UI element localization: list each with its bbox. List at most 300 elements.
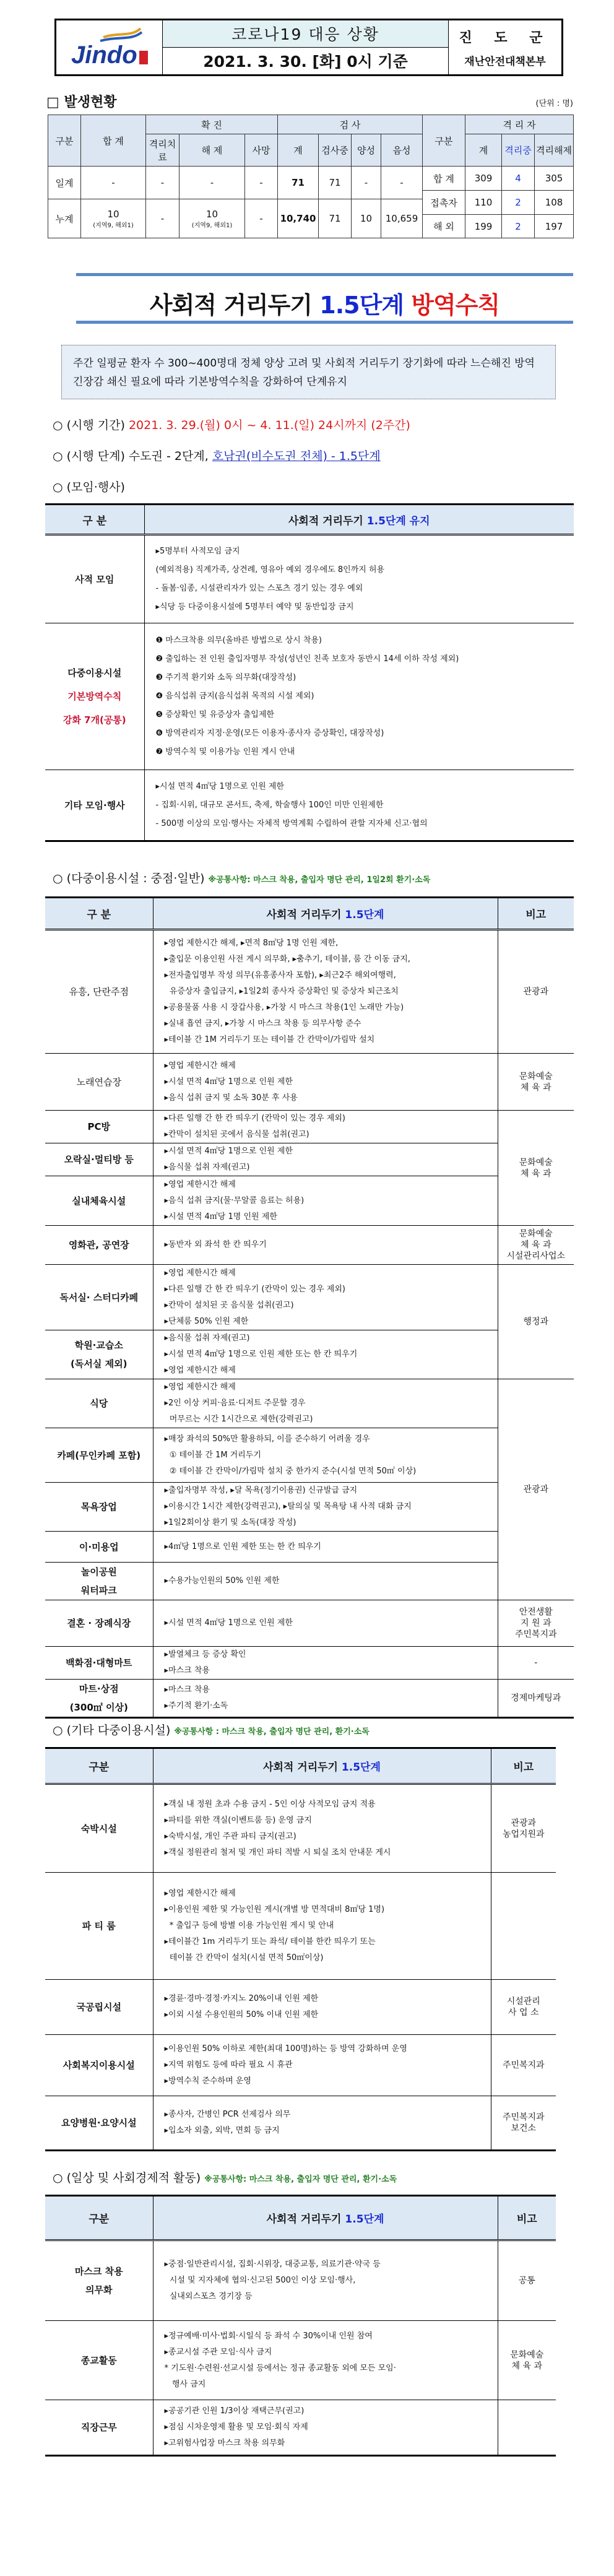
row-label [45,2400,153,2456]
rule-line: ▸입소자 외출, 외박, 면회 등 금지 [164,2126,280,2135]
cell: - [245,167,278,199]
note-cell [498,1111,574,1226]
rules-cell [153,1563,498,1600]
col-test-total: 계 [278,134,319,167]
banner-rules: 방역수칙 [411,292,500,319]
rules-title: 사회적 거리두기 [263,1761,342,1774]
note-line: 관광과 [523,1485,549,1494]
row-label [45,1143,153,1176]
value: 10 [205,208,218,220]
col-category: 구분 [48,115,81,167]
rule-line: ▸지역 위험도 등에 따라 필요 시 휴관 [164,2060,293,2070]
table-row [45,2400,556,2456]
label-line: 학원·교습소 [74,1340,123,1351]
rule-line: ▸테이블간 1m 거리두기 또는 좌석/ 테이블 한칸 띄우기 또는 [164,1937,376,1946]
rule-line: ❻ 방역관리자 지정·운영(모든 이용자·종사자 증상확인, 대장작성) [155,729,384,738]
note-line: 문화예술 [519,1071,553,1082]
period-line [53,416,410,433]
rule-line: 머무르는 시간 1시간으로 제한(강력권고) [164,1415,313,1424]
banner-bar [76,273,573,276]
table-row [45,1111,574,1143]
t3-table [45,1747,556,2151]
banner-text: 사회적 거리두기 [149,292,320,319]
cell: 4 [502,167,535,191]
rules-cell [153,1111,498,1143]
table-row [45,770,574,841]
note: (지역9, 해외1) [191,222,233,229]
header-row [45,2196,556,2240]
note-line: 주민복지과 [502,2060,545,2070]
note-cell [498,1379,574,1600]
rule-line: ▸시설 면적 4㎡당 1명으로 인원 제한 [164,1077,293,1086]
rule-line: ❺ 증상확인 및 유증상자 출입제한 [155,710,274,719]
status-section-title: □ 발생현황 [46,95,117,110]
label-line: 사회복지이용시설 [63,2060,135,2071]
row-label [45,1176,153,1226]
cell: - [146,199,179,238]
rules-cell [153,1379,498,1428]
label-line: (300㎡ 이상) [69,1702,128,1713]
table-row [45,535,574,623]
label-line: 직장근무 [80,2422,117,2433]
rule-line: ▸시설 면적 4㎡당 1명으로 인원 제한 [155,781,284,791]
cell: - [146,167,179,199]
note-line: 체 육 과 [521,1082,551,1093]
note-cell [498,1680,574,1718]
rule-line: 테이블 간 칸막이 설치(시설 면적 50㎡이상) [164,1953,324,1962]
table-row [45,2096,556,2151]
col-category: 구 분 [45,898,153,930]
rule-line: ▸방역수칙 준수하며 운영 [164,2076,251,2086]
rule-line: ▸칸막이 설치된 곳에서 음식물 섭취(권고) [164,1130,309,1139]
cell: 10,659 [381,199,423,238]
table-row [45,1532,574,1563]
rule-line: ▸파티를 위한 객실(이벤트룸 등) 운영 금지 [164,1815,312,1825]
table-row [45,1265,574,1330]
label-line: 사적 모임 [75,573,115,585]
col-q-released: 격리해제 [535,134,574,167]
row-label [45,1226,153,1265]
col-testing: 검사중 [319,134,352,167]
rules-title: 사회적 거리두기 [266,2213,345,2226]
rule-line: ▸수용가능인원의 50% 인원 제한 [164,1576,280,1585]
rules-stage: 1.5단계 [345,909,384,921]
rule-line: ▸공용물품 사용 시 장갑사용, ▸가창 시 마스크 착용(1인 노래만 가능) [164,1003,404,1012]
rules-cell [153,1265,498,1330]
row-label [45,1428,153,1483]
col-rules [153,2196,498,2240]
label-line: 오락실·멀티방 등 [64,1154,134,1165]
rule-line: ▸실내 흡연 금지, ▸가창 시 마스크 착용 등 의무사항 준수 [164,1019,361,1028]
label-line: 카페(무인카페 포함) [57,1449,141,1461]
col-rules [144,505,574,535]
rules-cell [144,535,574,623]
t4-heading [53,2169,397,2185]
row-label [45,1563,153,1600]
label-line: 기본방역수칙 [67,691,122,702]
table-row [45,1873,556,1980]
note-line: 체 육 과 [511,2361,542,2371]
row-label [45,1532,153,1563]
note-line: 문화예술 [519,1157,553,1168]
col-category: 구분 [45,2196,153,2240]
rule-line: - 집회·시위, 대규모 콘서트, 축제, 학술행사 100인 미만 인원제한 [155,800,384,810]
row-label [45,2321,153,2400]
rule-line: ▸음식물 섭취 자제(권고) [164,1334,250,1343]
section-heading: ○ (기타 다중이용시설) [53,1724,175,1737]
note-cell [491,2096,556,2151]
rule-line: (예외적용) 직계가족, 상견례, 영유아 예외 경우에도 8인까지 허용 [155,565,385,575]
label-line: 마트·상점 [79,1683,119,1694]
rule-line: ▸종교시설 주관 모임·식사 금지 [164,2347,272,2357]
table-row [45,1600,574,1647]
col-confirmed: 확 진 [146,115,278,134]
table-row [45,1330,574,1379]
row-label [45,1873,153,1980]
note-line: - [534,1658,538,1668]
table-row [45,1226,574,1265]
col-quarantine: 격 리 자 [465,115,574,134]
row-label [45,770,144,841]
label-line: (독서실 제외) [71,1358,128,1369]
cell: - [245,199,278,238]
rule-line: ▸2인 이상 커피·음료·디저트 주문할 경우 [164,1399,306,1408]
stage-line [53,447,381,464]
note-cell [498,1054,574,1111]
cell: - [381,167,423,199]
rules-cell [153,1873,491,1980]
table-row [45,1483,574,1532]
cell: 71 [278,167,319,199]
rules-title: 사회적 거리두기 [288,514,367,527]
col-category2: 구분 [423,115,465,167]
rule-line: ▸주기적 환기·소독 [164,1701,228,1711]
note-line: 경제마케팅과 [511,1693,561,1703]
label-line: PC방 [87,1121,110,1132]
cell: 2 [502,215,535,238]
label-line: 노래연습장 [76,1076,121,1088]
table-row [45,1054,574,1111]
rule-line: ▸정규예배·미사·법회·시일식 등 좌석 수 30%이내 인원 참여 [164,2331,373,2341]
label-line: 결혼 · 장례식장 [67,1618,131,1629]
rule-line: 행사 금지 [164,2379,206,2389]
value: 10 [107,208,119,220]
note-line: 관광과 [523,987,549,997]
rules-stage: 1.5단계 [341,1761,381,1774]
rule-line: ❸ 주기적 환기와 소독 의무화(대장작성) [155,673,296,682]
cell: 309 [465,167,502,191]
jindo-logo [56,20,163,74]
table-row [48,167,574,191]
row-label [45,1054,153,1111]
note-line: 체 육 과 [521,1240,551,1250]
col-q-total: 계 [465,134,502,167]
label-line: 숙박시설 [80,1823,117,1834]
row-label [45,1680,153,1718]
rule-line: ▸칸막이 설치된 곳 음식물 섭취(권고) [164,1300,294,1310]
rule-line: ▸이용인원 50% 이하로 제한(최대 100명)하는 등 방역 강화하며 운영 [164,2044,407,2053]
dept-name: 재난안전대책본부 [464,55,546,68]
label-line: 이·미용업 [79,1541,119,1553]
note-line: 시설관리사업소 [506,1251,566,1261]
stage-link[interactable]: 호남권(비수도권 전체) - 1.5단계 [212,449,381,463]
rules-stage: 1.5단계 [345,2213,384,2226]
label-line: 목욕장업 [80,1501,117,1512]
rule-line: ▸음식 섭취 금지 및 소독 30분 후 사용 [164,1093,298,1103]
rule-line: ② 테이블 간 칸막이/가림막 설치 중 한가지 준수(시설 면적 50㎡ 이상) [164,1466,417,1476]
note-line: 사 업 소 [508,2008,539,2018]
banner-title [76,286,573,320]
period-value: 2021. 3. 29.(월) 0시 ~ 4. 11.(일) 24시까지 (2주간) [128,418,410,432]
table-row [45,2035,556,2096]
note-line: 공통 [518,2276,535,2286]
report-date: 2021. 3. 30. [화] 0시 기준 [203,53,408,71]
banner-bar [76,321,573,324]
table-row [45,1784,556,1873]
note: (지역9, 해외1) [93,222,134,229]
rules-cell [153,1600,498,1647]
note-cell [491,1784,556,1873]
label-line: 식당 [90,1398,108,1409]
rule-line: 실내외스포츠 경기장 등 [164,2292,253,2301]
table-row [45,2321,556,2400]
rules-cell [153,2400,498,2456]
row-label: 누계 [48,199,81,238]
note-cell [498,2400,556,2456]
table-row [45,1143,574,1176]
row-label: 합 계 [423,167,465,191]
cell [81,199,146,238]
rules-cell [153,1483,498,1532]
cell: 305 [535,167,574,191]
note-cell [491,1980,556,2035]
note-line: 시설관리 [506,1997,540,2006]
table-row [45,1563,574,1600]
note-line: 관광과 [511,1818,537,1828]
col-released: 해 제 [179,134,245,167]
label-line: 백화점·대형마트 [66,1657,132,1668]
common-notice: ※공통사항 : 마스크 착용, 출입자 명단 관리, 환기·소독 [174,1727,370,1737]
unit-label: (단위 : 명) [535,99,573,108]
col-category: 구분 [45,1748,153,1784]
col-total: 합 계 [81,115,146,167]
rule-line: - 500명 이상의 모임·행사는 자체적 방역계획 수립하여 관할 지자체 신고·협의 [155,818,428,828]
rules-cell [153,1226,498,1265]
note-cell [498,1265,574,1379]
rule-line: ▸영업 제한시간 해제, ▸면적 8㎡당 1명 인원 제한, [164,939,339,948]
note-cell [498,1600,574,1647]
cell: - [179,167,245,199]
label-line: 놀이공원 [80,1566,117,1577]
rule-line: ▸영업 제한시간 해제 [164,1366,236,1375]
col-positive: 양성 [352,134,381,167]
note-line: 문화예술 [519,1229,553,1239]
rules-cell [153,2321,498,2400]
rule-line: ▸영업 제한시간 해제 [164,1268,236,1278]
row-label [45,1483,153,1532]
label-line: 다중이용시설 [67,667,122,679]
table-row [45,1176,574,1226]
rule-line: ❷ 출입하는 전 인원 출입자명부 작성(성년인 친족 보호자 동반시 14세 이하 작성 제외) [155,654,459,664]
rule-line: * 출입구 등에 방별 이용 가능인원 게시 및 안내 [164,1921,334,1930]
label-line: 마스크 착용 [74,2266,123,2277]
table-row [45,1428,574,1483]
banner-stage: 1.5단계 [319,292,412,319]
row-label [45,1784,153,1873]
rule-line: ▸음식 섭취 금지(물·무알콜 음료는 허용) [164,1195,305,1205]
row-label: 접촉자 [423,191,465,215]
table-row [45,1980,556,2035]
cell: 197 [535,215,574,238]
label-line: 파 티 룸 [82,1920,116,1932]
col-category: 구 분 [45,505,144,535]
rule-line: ▸공공기관 인원 1/3이상 재택근무(권고) [164,2406,305,2416]
report-header [54,19,563,76]
header-row [45,505,574,535]
row-label [45,2240,153,2321]
label-line: 강화 7개(공통) [63,714,126,726]
rule-line: ▸다른 일행 간 한 칸 띄우기 (칸막이 있는 경우 제외) [164,1284,345,1294]
rule-line: ▸점심 시차운영제 활용 및 모임·회식 자제 [164,2422,308,2432]
rule-line: ▸매장 좌석의 50%만 활용하되, 이를 준수하기 어려울 경우 [164,1434,370,1444]
t3-heading [53,1721,370,1738]
report-title: 코로나19 대응 상황 [163,20,448,48]
note-line: 문화예술 [510,2349,544,2360]
rules-cell [153,1647,498,1680]
label-line: 유흥, 단란주점 [69,986,129,997]
org-name: 진 도 군 [459,30,551,46]
note-cell [491,1873,556,1980]
row-label [45,1647,153,1680]
rule-line: ▸마스크 착용 [164,1685,210,1694]
col-negative: 음성 [381,134,423,167]
cell: 110 [465,191,502,215]
row-label [45,2035,153,2096]
rule-line: ▸식당 등 다중이용시설에 5명부터 예약 및 동반입장 금지 [155,602,354,612]
cell [179,199,245,238]
rule-line: ❹ 음식섭취 금지(음식섭취 목적의 시설 제외) [155,692,314,701]
rule-line: ▸동반자 외 좌석 한 칸 띄우기 [164,1240,267,1249]
label-line: 요양병원·요양시설 [61,2117,137,2128]
table-row [45,1379,574,1428]
note-line: 주민복지과 [514,1629,557,1639]
label-line: 국공립시설 [76,2001,121,2013]
row-label [45,1379,153,1428]
rule-line: ① 테이블 간 1M 거리두기 [164,1450,261,1460]
cell: 2 [502,191,535,215]
label-line: 영화관, 공연장 [68,1239,129,1251]
col-rules [153,898,498,930]
rules-cell [153,1428,498,1483]
col-note: 비고 [491,1748,556,1784]
section-heading: ○ (일상 및 사회경제적 활동) [53,2171,205,2185]
col-note: 비고 [498,2196,556,2240]
rules-cell [153,1054,498,1111]
rule-line: ▸시설 면적 4㎡당 1명으로 인원 제한 또는 한 칸 띄우기 [164,1350,358,1359]
note-line: 지 원 과 [521,1618,551,1628]
rule-line: - 돌봄·임종, 시설관리자가 있는 스포츠 경기 있는 경우 예외 [155,583,363,593]
rule-line: ▸객실 정원관리 철저 및 개인 파티 적발 시 퇴실 조치 안내문 게시 [164,1847,391,1857]
col-note: 비고 [498,898,574,930]
cell: 10,740 [278,199,319,238]
section-heading: ○ (다중이용시설 : 중점·일반) [53,872,209,885]
col-isolation: 격리치료 [146,134,179,167]
label-line: 종교활동 [80,2354,117,2366]
note-line: 체 육 과 [521,1168,551,1179]
rule-line: ▸이외 시설 수용인원의 50% 이내 인원 제한 [164,2010,319,2019]
rules-cell [153,1143,498,1176]
t2-heading [53,869,430,886]
cell: - [81,167,146,199]
cell: 71 [319,199,352,238]
col-rules [153,1748,491,1784]
stage-label: ○ (시행 단계) 수도권 - 2단계, [53,449,212,463]
row-label [45,930,153,1054]
rule-line: ▸마스크 착용 [164,1666,210,1675]
table-row [45,623,574,770]
rules-cell [153,1784,491,1873]
rules-cell [153,930,498,1054]
table-row [45,930,574,1054]
note-cell [498,2321,556,2400]
common-notice: ※공통사항: 마스크 착용, 출입자 명단 관리, 1일2회 환기·소독 [208,875,431,885]
row-label [45,1330,153,1379]
rule-line: ▸중점·일반관리시설, 집회·시위장, 대중교통, 의료기관·약국 등 [164,2260,381,2269]
table-row [45,2240,556,2321]
rule-line: ▸시설 면적 4㎡당 1명으로 인원 제한 [164,1618,293,1628]
rule-line: * 기도원·수련원·선교시설 등에서는 정규 종교활동 외에 모든 모임· [164,2363,396,2373]
note-cell [498,1647,574,1680]
note-cell [498,2240,556,2321]
cell: 71 [319,167,352,199]
col-death: 사망 [245,134,278,167]
rules-cell [144,623,574,770]
table-row [45,1647,574,1680]
rule-line: ▸영업 제한시간 해제 [164,1179,236,1189]
period-label: ○ (시행 기간) [53,418,129,432]
rule-line: ▸시설 면적 4㎡당 1명으로 인원 제한 [164,1147,293,1156]
row-label [45,1600,153,1647]
rule-line: 시설 및 지자체에 협의·신고된 500인 이상 모임·행사, [164,2276,356,2285]
rule-line: ▸숙박시설, 개인 주관 파티 금지(권고) [164,1831,296,1841]
header-row [45,898,574,930]
rule-line: ❶ 마스크착용 의무(올바른 방법으로 상시 착용) [155,636,322,645]
rule-line: ▸4㎡당 1명으로 인원 제한 또는 한 칸 띄우기 [164,1542,321,1551]
rules-cell [153,2096,491,2151]
t1-table [45,503,574,842]
rule-line: ▸다른 일행 간 한 칸 띄우기 (칸막이 있는 경우 제외) [164,1114,345,1123]
rule-line: ▸영업 제한시간 해제 [164,1382,236,1392]
cell: 199 [465,215,502,238]
note-cell [498,1226,574,1265]
gathering-line: ○ (모임·행사) [53,480,125,494]
rule-line: ▸영업 제한시간 해제 [164,1060,236,1070]
rule-line: ▸발열체크 등 증상 확인 [164,1650,246,1659]
rules-stage: 1.5단계 유지 [366,514,430,527]
rules-cell [153,2035,491,2096]
t2-table [45,896,574,1719]
header-row [45,1748,556,1784]
rules-cell [153,1680,498,1718]
rules-cell [153,1980,491,2035]
intro-box: 주간 일평균 환자 수 300~400명대 정체 양상 고려 및 사회적 거리두기 장기화에 따라 느슨해진 방역 긴장감 쇄신 필요에 따라 기본방역수칙을 강화하여 단계유지 [61,345,556,399]
status-table [48,115,574,238]
rule-line: ▸음식물 섭취 자제(권고) [164,1163,250,1172]
table-row [45,1680,574,1718]
label-line: 기타 모임·행사 [64,799,125,811]
rule-line: ▸이용시간 1시간 제한(강력권고), ▸탈의실 및 목욕탕 내 사적 대화 금지 [164,1502,412,1511]
row-label [45,1980,153,2035]
